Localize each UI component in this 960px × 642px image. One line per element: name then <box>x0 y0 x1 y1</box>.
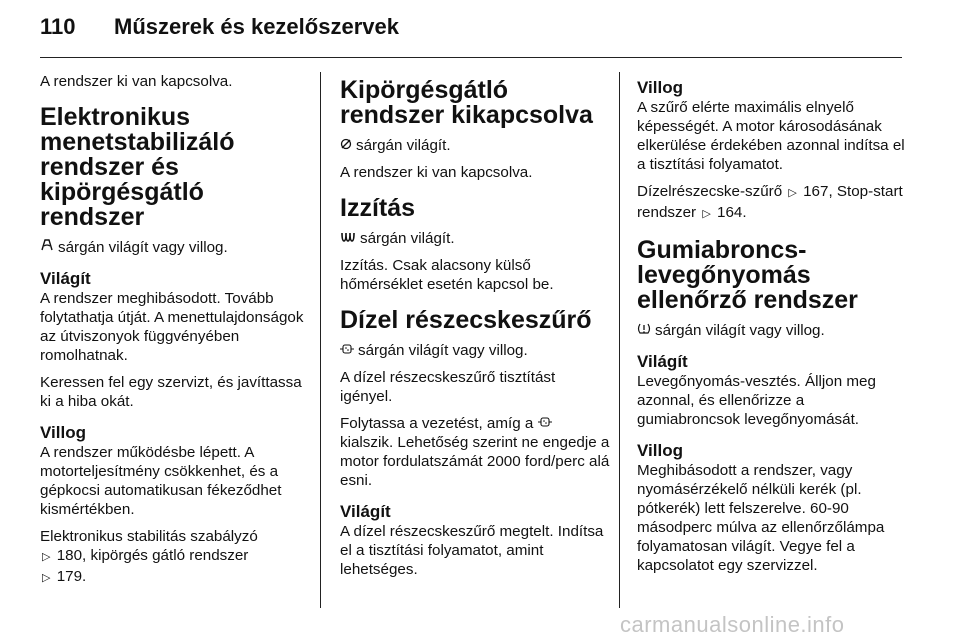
dpf-icon <box>538 414 552 433</box>
paragraph: sárgán világít. <box>340 229 610 248</box>
column-divider-1 <box>320 72 321 608</box>
paragraph: Meghibásodott a rendszer, vagy nyomásérzékelő nélküli kerék (pl. pótkerék) lett felszerelve. 60-90 másodperc múlva az ellenőrzőlámpa folyamatosan világít. Vegye fel a kapcsolatot egy szervizzel. <box>637 462 885 574</box>
subheading-villog: Villog <box>637 441 683 460</box>
paragraph: sárgán világít. <box>340 136 610 155</box>
column-divider-2 <box>619 72 620 608</box>
subheading-vilagit: Világít <box>40 269 91 288</box>
page-header <box>0 0 960 58</box>
subheading-vilagit: Világít <box>637 352 688 371</box>
tire-pressure-icon <box>637 321 651 340</box>
paragraph: A rendszer ki van kapcsolva. <box>340 164 533 181</box>
column-3 <box>637 72 907 583</box>
arrow-right-icon: ▷ <box>42 572 51 584</box>
arrow-right-icon: ▷ <box>788 187 797 199</box>
esc-warning-icon <box>40 238 54 257</box>
section-heading-tpms: Gumiabroncs-levegőnyomás ellenőrző rendszer <box>637 236 858 314</box>
paragraph: sárgán világít vagy villog. <box>637 321 907 340</box>
arrow-right-icon: ▷ <box>702 208 711 220</box>
subheading-villog: Villog <box>40 423 86 442</box>
glow-plug-icon <box>340 229 356 248</box>
paragraph: sárgán világít vagy villog. <box>40 238 312 257</box>
subheading-villog: Villog <box>637 78 683 97</box>
section-heading-glow: Izzítás <box>340 194 416 222</box>
paragraph: A rendszer ki van kapcsolva. <box>40 73 233 90</box>
column-2 <box>340 72 610 587</box>
cross-reference: Elektronikus stabilitás szabályzó ▷ 180, kipörgés gátló rendszer ▷ 179. <box>40 527 312 588</box>
paragraph: A rendszer meghibásodott. Tovább folytathatja útját. A menettulajdonságok az útviszonyok függvényében romolhatnak. <box>40 290 304 364</box>
paragraph: A szűrő elérte maximális elnyelő képességét. A motor károsodásának elkerülése érdekében azonnal indítsa el a tisztítási folyamatot. <box>637 99 905 173</box>
paragraph: Keressen fel egy szervizt, és javíttassa ki a hiba okát. <box>40 374 302 410</box>
paragraph: A rendszer működésbe lépett. A motorteljesítmény csökkenhet, és a gépkocsi automatikusan fékeződhet kismértékben. <box>40 444 282 518</box>
paragraph: Levegőnyomás-vesztés. Álljon meg azonnal, és ellenőrizze a gumiabroncsok levegőnyomását. <box>637 373 876 428</box>
paragraph: sárgán világít vagy villog. <box>340 341 610 360</box>
cross-reference: Dízelrészecske-szűrő ▷ 167, Stop-start rendszer ▷ 164. <box>637 182 907 224</box>
subheading-vilagit: Világít <box>340 502 391 521</box>
paragraph: Folytassa a vezetést, amíg a kialszik. Lehetőség szerint ne engedje a motor fordulatszámát 2000 ford/perc alá esni. <box>340 415 610 489</box>
paragraph: Izzítás. Csak alacsony külső hőmérséklet esetén kapcsol be. <box>340 257 554 293</box>
dpf-icon <box>340 341 354 360</box>
paragraph: A dízel részecskeszűrő megtelt. Indítsa el a tisztítási folyamatot, amint lehetséges. <box>340 523 604 578</box>
page-title: Műszerek és kezelőszervek <box>114 14 399 39</box>
section-heading-dpf: Dízel részecskeszűrő <box>340 306 592 334</box>
header-rule <box>40 57 902 58</box>
section-heading-tc-off: Kipörgésgátló rendszer kikapcsolva <box>340 76 593 129</box>
arrow-right-icon: ▷ <box>42 551 51 563</box>
watermark: carmanualsonline.info <box>620 612 845 637</box>
column-1 <box>40 72 312 596</box>
tc-off-icon <box>340 136 352 155</box>
section-heading-esc: Elektronikus menetstabilizáló rendszer és kipörgésgátló rendszer <box>40 103 235 231</box>
paragraph: A dízel részecskeszűrő tisztítást igényel. <box>340 369 556 405</box>
page-number: 110 <box>40 14 76 39</box>
